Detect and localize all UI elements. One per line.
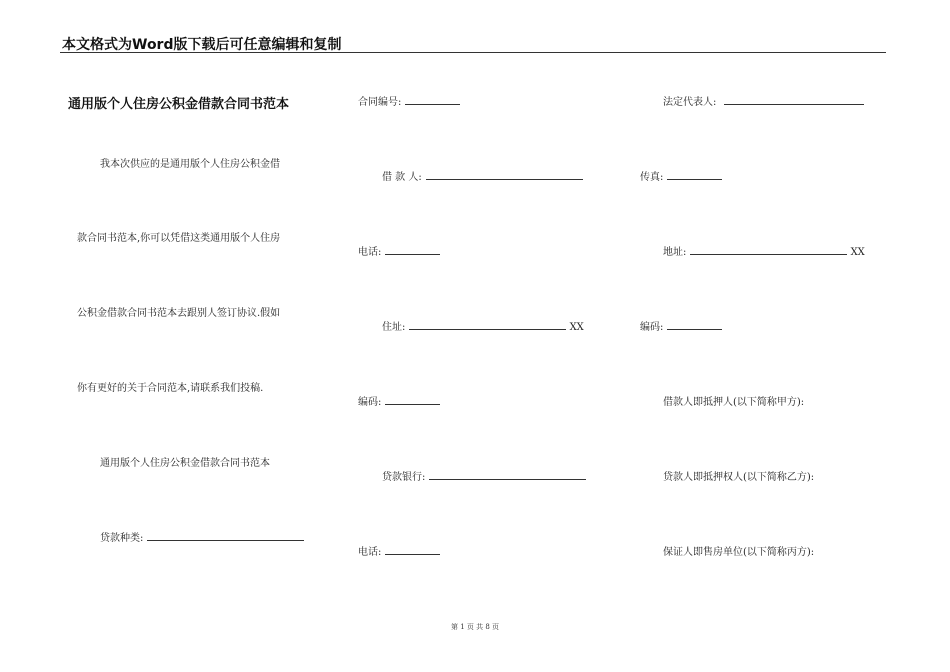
fax-blank xyxy=(667,170,722,180)
phone2-blank xyxy=(385,545,440,555)
party-a-label: 借款人即抵押人(以下简称甲方): xyxy=(663,397,805,408)
address-field xyxy=(663,243,865,258)
page-number: 第 1 页 共 8 页 xyxy=(450,623,500,631)
party-c-label: 保证人即售房单位(以下简称丙方): xyxy=(663,547,815,558)
address-blank xyxy=(690,245,847,255)
residence-label: 住址: xyxy=(382,322,406,333)
party-b-label: 贷款人即抵押权人(以下简称乙方): xyxy=(663,472,815,483)
loan-type-blank xyxy=(147,531,304,541)
residence-suffix: XX xyxy=(569,322,584,333)
residence-field xyxy=(382,318,584,333)
phone2-label: 电话: xyxy=(358,547,382,558)
fax-field xyxy=(640,168,722,183)
legal-rep-field xyxy=(663,93,864,108)
legal-rep-blank xyxy=(724,95,864,105)
phone-field xyxy=(358,243,440,258)
phone2-field xyxy=(358,543,440,558)
phone-blank xyxy=(385,245,440,255)
fax-label: 传真: xyxy=(640,172,664,183)
loan-type-field xyxy=(100,529,304,544)
residence-blank xyxy=(409,320,566,330)
loan-type-label: 贷款种类: xyxy=(100,533,144,544)
borrower-field xyxy=(382,168,583,183)
postcode2-blank xyxy=(667,320,722,330)
document-header: 本文格式为Word版下载后可任意编辑和复制 xyxy=(62,37,342,53)
postcode2-field xyxy=(640,318,722,333)
legal-rep-label: 法定代表人: xyxy=(663,97,717,108)
postcode-field xyxy=(358,393,440,408)
intro-line-1: 我本次供应的是通用版个人住房公积金借 xyxy=(100,159,280,170)
phone-label: 电话: xyxy=(358,247,382,258)
intro-line-3: 公积金借款合同书范本去跟别人签订协议.假如 xyxy=(77,308,281,319)
postcode-label: 编码: xyxy=(358,397,382,408)
lending-bank-field xyxy=(382,468,586,483)
address-label: 地址: xyxy=(663,247,687,258)
address-suffix: XX xyxy=(850,247,865,258)
lending-bank-label: 贷款银行: xyxy=(382,472,426,483)
subtitle: 通用版个人住房公积金借款合同书范本 xyxy=(100,458,270,469)
postcode-blank xyxy=(385,395,440,405)
postcode2-label: 编码: xyxy=(640,322,664,333)
document-title: 通用版个人住房公积金借款合同书范本 xyxy=(68,97,290,112)
contract-no-blank xyxy=(405,95,460,105)
lending-bank-blank xyxy=(429,470,586,480)
header-divider xyxy=(60,52,886,53)
borrower-label: 借 款 人: xyxy=(382,172,422,183)
contract-no-label: 合同编号: xyxy=(358,97,402,108)
intro-line-2: 款合同书范本,你可以凭借这类通用版个人住房 xyxy=(77,233,281,244)
contract-no-field xyxy=(358,93,460,108)
intro-line-4: 你有更好的关于合同范本,请联系我们投稿. xyxy=(77,383,264,394)
borrower-blank xyxy=(426,170,583,180)
